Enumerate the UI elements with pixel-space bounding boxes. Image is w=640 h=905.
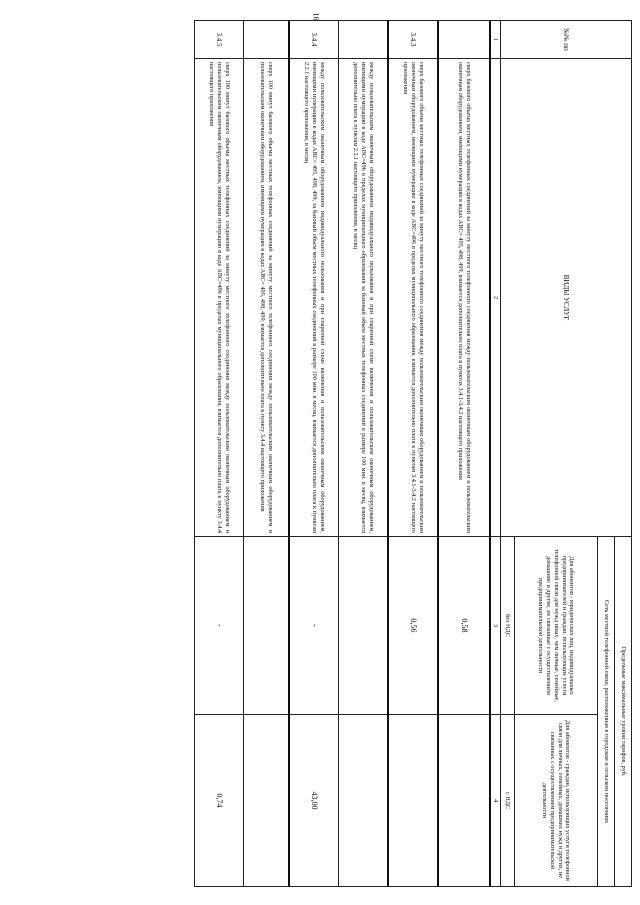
table-row xyxy=(289,21,339,887)
header-tariff-title: Предельные максимальные уровни тарифов, руб. xyxy=(615,537,632,887)
header-with-vat: с НДС xyxy=(501,715,515,887)
header-row-1 xyxy=(615,21,632,887)
row-value-without-vat: 0,58 xyxy=(438,537,490,715)
row-description: между пользовательским оконечным оборудованием индивидуального пользования и при спаренной схеме включения и пользовательским оконечным оборудованием, имеющими нумерацию в кодах АВС= 495, 498, 499, за базовый объем местных телефонных соединений в размере 100 мин. в месяц, взимается дополнительно плата к пунктам 2.2.1 настоящего приложения, в месяц xyxy=(289,59,339,537)
header-citizens: Для абонентов - граждан, использующих услуги телефонной связи для личных, семейных, домашних нужд и других, не связанных с осуществлением предпринимательской деятельности xyxy=(515,715,598,887)
row-number xyxy=(244,21,290,59)
row-value-without-vat xyxy=(244,537,290,715)
column-number-row xyxy=(490,21,501,887)
table-row xyxy=(388,21,438,887)
table-row xyxy=(438,21,490,887)
column-number-1: 1 xyxy=(490,21,501,59)
row-value-with-vat: 0,74 xyxy=(195,715,244,887)
row-value-with-vat: 43,00 xyxy=(289,715,339,887)
row-value-with-vat xyxy=(339,715,389,887)
row-description: сверх 100 минут базового объема местных телефонных соединений за минуту местного телефонного соединения между пользовательским оконечным оборудованием и пользовательским оконечным оборудованием, имеющими нумерацию в кодах АВС= 495, 498, 499, взимается дополнительно плата к пункту 3.4.4 настоящего приложения xyxy=(244,59,290,537)
row-value-with-vat xyxy=(438,715,490,887)
row-number: 3.4.5 xyxy=(195,21,244,59)
row-number xyxy=(339,21,389,59)
header-services: ВИДЫ УСЛУГ xyxy=(501,59,632,537)
tariff-table xyxy=(194,20,632,887)
tariff-table-sheet xyxy=(42,20,632,886)
row-number: 3.4.3 xyxy=(388,21,438,59)
header-legal-entities: Для абонентов - юридических лиц, индивидуальных предпринимателей и граждан, использующих услуги телефонной связи для нужд иных, чем личные, семейные, домашние и другие, не связанные с осуществлением предпринимательской деятельности xyxy=(515,537,598,715)
table-row xyxy=(339,21,389,887)
row-description: сверх базового объема местных телефонных соединений за минуту местного телефонного соединения между пользовательским оконечным оборудованием и пользовательским оконечным оборудованием, имеющими нумерацию в коде АВС=496 в пределах муниципального образования, взимается дополнительно плата к пунктам 3.4.1-3.4.2 настоящего приложения xyxy=(388,59,438,537)
rotated-page xyxy=(42,20,632,886)
row-number: 3.4.4 xyxy=(289,21,339,59)
row-value-with-vat xyxy=(244,715,290,887)
row-value-without-vat: - xyxy=(289,537,339,715)
table-row xyxy=(244,21,290,887)
row-description: между пользовательским оконечным оборудованием индивидуального пользования и при спаренной схеме включения и пользовательским оконечным оборудованием, имеющими нумерацию в коде АВС=496 в пределах муниципального образования за базовый объем местных телефонных соединений в размере 100 мин. в месяц, взимается дополнительно плата к пунктам 2.2.1 настоящего приложения, в месяц xyxy=(339,59,389,537)
column-number-3: 3 xyxy=(490,537,501,715)
column-number-2: 2 xyxy=(490,59,501,537)
page-number: 16 xyxy=(311,12,321,21)
row-value-without-vat xyxy=(339,537,389,715)
row-number xyxy=(438,21,490,59)
header-network-title: Сеть местной телефонной связи, расположенная в городском и сельском поселениях xyxy=(598,537,615,887)
header-no: №№ пп xyxy=(501,21,632,59)
header-without-vat: без НДС xyxy=(501,537,515,715)
row-value-with-vat xyxy=(388,715,438,887)
row-description: сверх базового объема местных телефонных соединений за минуту местного телефонного соединения между пользовательским оконечным оборудованием и пользовательским оконечным оборудованием, имеющими нумерацию в кодах АВС= 495, 498, 499, взимается дополнительно плата в пунктах 3.4.1-3.4.2 настоящего приложения xyxy=(438,59,490,537)
row-value-without-vat: 0,56 xyxy=(388,537,438,715)
row-description: сверх 100 минут базового объема местных телефонных соединений за минуту местного телефонного соединения между пользовательским оконечным оборудованием и пользовательским оконечным оборудованием, имеющими нумерацию в коде АВС=496 в пределах муниципального образования, взимается дополнительно плата к пункту 3.4.4 настоящего приложения xyxy=(195,59,244,537)
row-value-without-vat: - xyxy=(195,537,244,715)
column-number-4: 4 xyxy=(490,715,501,887)
table-row xyxy=(195,21,244,887)
